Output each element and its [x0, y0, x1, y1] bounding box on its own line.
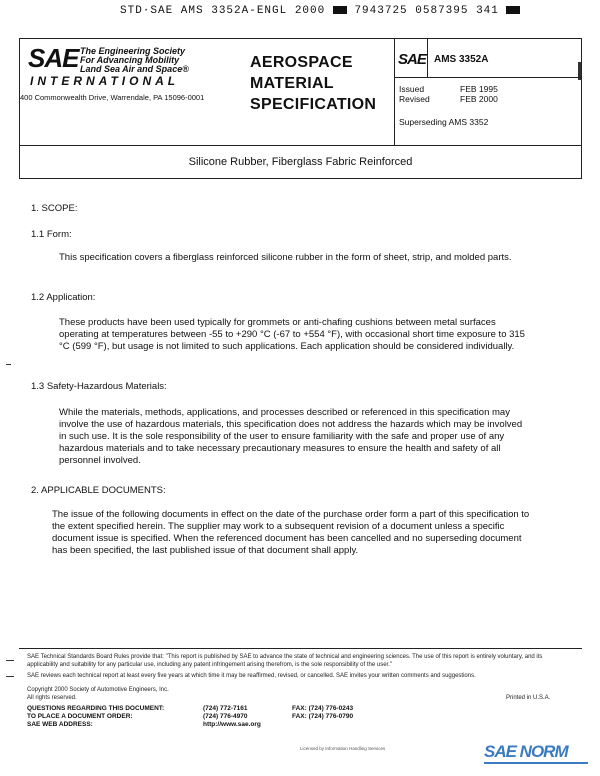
society-line-2: For Advancing Mobility	[80, 55, 180, 65]
spec-title-line-3: SPECIFICATION	[250, 96, 377, 113]
footer-rule	[19, 648, 582, 649]
order-label: TO PLACE A DOCUMENT ORDER:	[27, 713, 133, 720]
document-code: STD·SAE AMS 3352A-ENGL 2000	[120, 5, 326, 17]
header-divider-row	[394, 77, 582, 78]
international-label: INTERNATIONAL	[30, 74, 180, 88]
sae-logo: SAE	[28, 43, 79, 73]
revised-date: FEB 2000	[460, 94, 498, 104]
barcode-block	[333, 6, 347, 14]
copyright: Copyright 2000 Society of Automotive Engineers, Inc.	[27, 687, 169, 693]
standards-board-rules: SAE Technical Standards Board Rules provide that: "This report is published by SAE to advance the state of technical and engineering sciences. The use of this report is entirely voluntary, and its applicability and suitability for any particular use, including any patent infringement arising therefrom, is the sole responsibility of the user."	[27, 654, 543, 668]
doc-number: AMS 3352A	[434, 54, 489, 65]
header-divider-small	[427, 38, 428, 78]
margin-tick	[6, 660, 14, 661]
section-2-heading: 2. APPLICABLE DOCUMENTS:	[31, 485, 166, 496]
barcode-block	[506, 6, 520, 14]
section-1-heading: 1. SCOPE:	[31, 203, 78, 214]
order-phone: (724) 776-4970	[203, 713, 248, 720]
sae-norm-logo	[484, 742, 568, 762]
questions-fax: FAX: (724) 776-0243	[292, 705, 354, 712]
document-numbers: 7943725 0587395 341	[354, 5, 499, 17]
margin-tick	[6, 676, 14, 677]
rights-reserved: All rights reserved.	[27, 695, 77, 701]
header-divider	[394, 38, 395, 146]
issued-date: FEB 1995	[460, 84, 498, 94]
questions-phone: (724) 772-7161	[203, 705, 248, 712]
web-url[interactable]: http://www.sae.org	[203, 721, 261, 728]
section-1-2-heading: 1.2 Application:	[31, 292, 96, 303]
revised-label: Revised	[399, 94, 430, 104]
sae-norm-text: SAE NORM	[484, 742, 568, 761]
sae-norm-underline	[484, 762, 588, 764]
document-code-line	[120, 5, 500, 17]
address: 400 Commonwealth Drive, Warrendale, PA 15096-0001	[20, 93, 205, 102]
issued-label: Issued	[399, 84, 425, 94]
questions-label: QUESTIONS REGARDING THIS DOCUMENT:	[27, 705, 165, 712]
section-1-2-text: These products have been used typically for grommets or anti-chafing cushions between metal surfaces operating at temperatures between -55 to +290 °C (-67 to +554 °F), with occasional short time exposure to 315 °C (599 °F), but usage is not limited to such applications. Each application should be considered individually.	[59, 317, 525, 352]
margin-tick	[6, 364, 11, 365]
superseding: Superseding AMS 3352	[399, 117, 489, 127]
society-line-3: Land Sea Air and Space®	[80, 64, 189, 74]
sae-small-logo: SAE	[398, 51, 426, 68]
society-line-1: The Engineering Society	[80, 46, 186, 56]
section-1-3-text: While the materials, methods, applications, and processes described or referenced in this specification may involve the use of hazardous materials, this specification does not address the hazards which may be involved in such use. It is the sole responsibility of the user to ensure familiarity with the safe and proper use of any hazardous materials and to take necessary precautionary measures to ensure the health and safety of all personnel involved.	[59, 407, 523, 466]
section-1-1-text: This specification covers a fiberglass reinforced silicone rubber in the form of sheet, strip, and molded parts.	[59, 252, 512, 263]
printed-in: Printed in U.S.A.	[506, 695, 551, 701]
order-fax: FAX: (724) 776-0790	[292, 713, 354, 720]
section-1-1-heading: 1.1 Form:	[31, 229, 72, 240]
spec-title-line-1: AEROSPACE	[250, 54, 353, 71]
document-title: Silicone Rubber, Fiberglass Fabric Reinforced	[19, 146, 582, 179]
review-note: SAE reviews each technical report at least every five years at which time it may be reaffirmed, revised, or cancelled. SAE invites your written comments and suggestions.	[27, 673, 476, 679]
web-label: SAE WEB ADDRESS:	[27, 721, 93, 728]
section-1-3-heading: 1.3 Safety-Hazardous Materials:	[31, 381, 167, 392]
spec-title-line-2: MATERIAL	[250, 75, 334, 92]
section-2-text: The issue of the following documents in effect on the date of the purchase order form a part of this specification to the extent specified herein. The supplier may work to a subsequent revision of a document unless a specific document issue is specified. When the referenced document has been cancelled and no superseding document has been specified, the last published issue of that document shall apply.	[52, 509, 530, 556]
license-note: Licensed by Information Handling Services	[300, 746, 386, 751]
